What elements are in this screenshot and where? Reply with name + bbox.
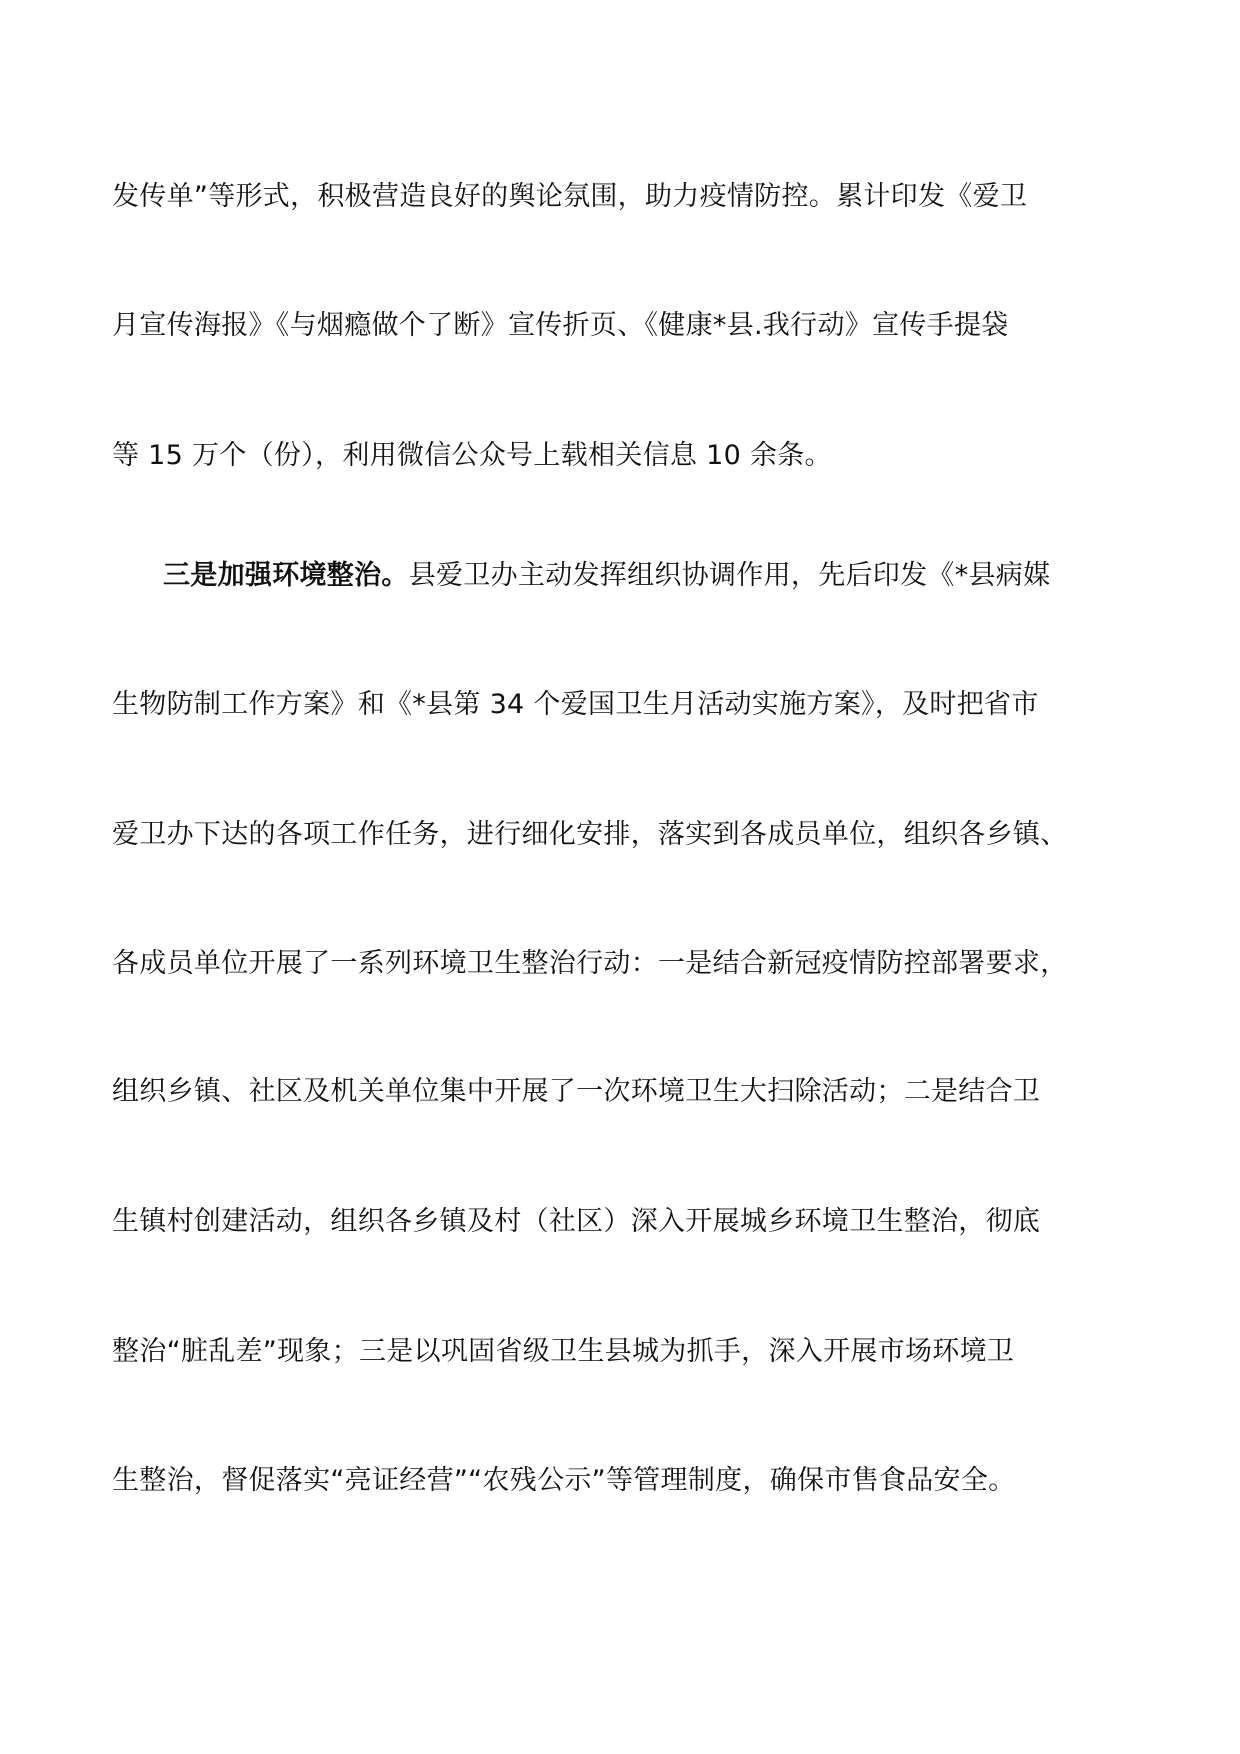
text-line: 月宣传海报》《与烟瘾做个了断》宣传折页、《健康*县.我行动》宣传手提袋 <box>112 310 1009 341</box>
paragraph-lead-heading: 三是加强环境整治。 <box>163 560 409 591</box>
text-run: 县爱卫办主动发挥组织协调作用，先后印发《*县病媒 <box>408 560 1051 591</box>
text-line: 生整治，督促落实“亮证经营”“农残公示”等管理制度，确保市售食品安全。 <box>112 1465 1016 1496</box>
text-line <box>163 556 1153 596</box>
text-line: 等 15 万个（份），利用微信公众号上载相关信息 10 余条。 <box>112 440 832 471</box>
text-line: 爱卫办下达的各项工作任务，进行细化安排，落实到各成员单位，组织各乡镇、 <box>112 819 1068 850</box>
text-line: 组织乡镇、社区及机关单位集中开展了一次环境卫生大扫除活动；二是结合卫 <box>112 1076 1041 1107</box>
text-line: 发传单”等形式，积极营造良好的舆论氛围，助力疫情防控。累计印发《爱卫 <box>112 181 1028 212</box>
text-line: 生物防制工作方案》和《*县第 34 个爱国卫生月活动实施方案》，及时把省市 <box>112 689 1039 720</box>
text-line: 整治“脏乱差”现象；三是以巩固省级卫生县城为抓手，深入开展市场环境卫 <box>112 1336 1015 1367</box>
text-line: 生镇村创建活动，组织各乡镇及村（社区）深入开展城乡环境卫生整治，彻底 <box>112 1206 1041 1237</box>
text-line: 各成员单位开展了一系列环境卫生整治行动：一是结合新冠疫情防控部署要求， <box>112 948 1068 979</box>
